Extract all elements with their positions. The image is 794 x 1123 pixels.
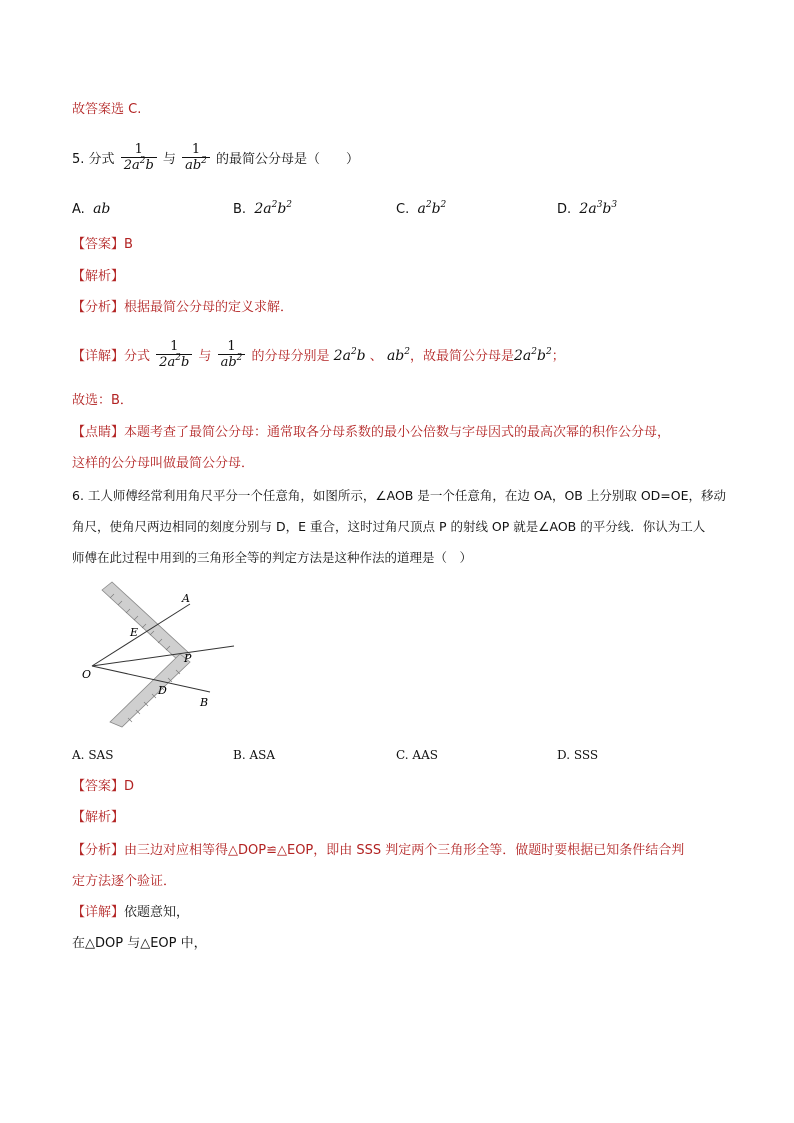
q5-xiangjie-tail: ，故最简公分母是 [409, 349, 514, 364]
q5-option-d-expr: $2a^3b^3$ [579, 200, 618, 217]
label-e: E [130, 626, 139, 639]
q5-xj-frac2-numerator: 1 [227, 339, 236, 354]
q5-fenxi-text: 根据最简公分母的定义求解． [124, 300, 294, 315]
q6-option-d-label: D. [557, 748, 571, 762]
q5-xiangjie-tag: 【详解】 [72, 349, 125, 364]
q5-dianjing-tag: 【点睛】 [72, 425, 125, 440]
label-b: B [200, 696, 209, 709]
q5-analysis-tag: 【解析】 [72, 269, 125, 284]
q5-xj-expr-3: $2a^2b^2$ [514, 347, 552, 364]
q5-option-b-label: B. [233, 202, 247, 217]
q5-xj-frac1-den-base: 2a [159, 355, 176, 370]
q5-xj-frac2-den-base: ab [220, 355, 237, 370]
label-p: P [184, 652, 192, 665]
q6-fenxi-text-1: 由三边对应相等得△DOP≌△EOP，即由 SSS 判定两个三角形全等．做题时要根据已知条件结合判 [124, 843, 685, 858]
q5-frac2-numerator: 1 [191, 142, 201, 157]
label-a: A [182, 592, 190, 605]
q6-option-a [72, 748, 113, 762]
q6-option-d-text: SSS [573, 748, 599, 762]
q5-option-c [396, 201, 446, 217]
q5-option-c-expr: $a^2b^2$ [417, 200, 447, 217]
q5-option-a-label: A. [72, 202, 85, 217]
q5-xj-frac2-denominator [218, 354, 246, 370]
q5-frac2-denominator [182, 157, 210, 173]
q5-xiangjie-fraction-1 [156, 339, 192, 370]
q5-xj-frac1-numerator: 1 [170, 339, 179, 354]
q6-option-b-text: ASA [249, 748, 276, 762]
q6-answer-line [72, 778, 134, 796]
q6-fenxi-line-2: 定方法逐个验证． [72, 874, 177, 889]
q6-fenxi-tag: 【分析】 [72, 843, 125, 858]
angle-bisector-figure [82, 582, 238, 727]
q5-xj-frac1-den-tail: b [180, 355, 190, 370]
q5-stem-suffix: 的最简公分母是（ ） [216, 152, 360, 167]
q6-option-c-label: C. [396, 748, 409, 762]
q5-xiangjie-line [72, 336, 565, 376]
q5-option-d-label: D. [557, 202, 572, 217]
q5-xj-frac2-den-exp: 2 [236, 353, 243, 363]
q5-xiangjie-prefix: 分式 [124, 349, 151, 364]
q5-frac1-den-base: 2a [123, 158, 140, 173]
q6-option-b [233, 748, 275, 762]
q6-fenxi-line-1 [72, 842, 684, 860]
q6-option-a-label: A. [72, 748, 85, 762]
q5-answer-tag: 【答案】 [72, 237, 125, 252]
label-o: O [82, 668, 92, 681]
q5-frac2-den-base: ab [185, 158, 202, 173]
q5-option-d [557, 201, 617, 217]
q6-xiangjie-text: 依题意知， [124, 905, 190, 920]
q5-frac1-numerator: 1 [134, 142, 143, 157]
q6-option-c-text: AAS [412, 748, 438, 762]
q5-dianjing-line-2: 这样的公分母叫做最简公分母． [72, 456, 255, 471]
q5-frac1-den-exp: 2 [139, 156, 146, 166]
q6-xiangjie-tag: 【详解】 [72, 905, 125, 920]
q5-xj-frac1-den-exp: 2 [175, 353, 181, 363]
q5-xiangjie-mid: 的分母分别是 [251, 349, 330, 364]
q5-answer-value: B [124, 237, 133, 252]
q5-dianjing-line-1 [72, 424, 670, 442]
q5-xj-expr-1: $2a^2b$ [333, 347, 366, 364]
q5-frac1-den-tail: b [145, 158, 154, 173]
ruler-upper [102, 582, 190, 662]
q6-stem-line-3: 师傅在此过程中用到的三角形全等的判定方法是这种作法的道理是（ ） [72, 550, 473, 565]
q6-stem-line-1: 6. 工人师傅经常利用角尺平分一个任意角，如图所示，∠AOB 是一个任意角，在边 OA，OB 上分别取 OD=OE，移动 [72, 488, 727, 503]
q5-option-b [233, 201, 292, 217]
q6-analysis-tag: 【解析】 [72, 810, 125, 825]
q5-guxuan: 故选：B． [72, 393, 133, 408]
q5-fenxi-line [72, 299, 293, 317]
q5-option-a [72, 201, 110, 217]
q5-option-b-expr: $2a^2b^2$ [254, 200, 293, 217]
q5-joiner: 与 [162, 152, 176, 167]
q5-xiangjie-fraction-2 [218, 339, 246, 370]
q5-frac1-denominator [121, 157, 157, 173]
q6-option-b-label: B. [233, 748, 246, 762]
q6-option-d [557, 748, 598, 762]
ruler-lower [110, 654, 190, 727]
q5-xj-frac1-denominator [156, 354, 192, 370]
q5-answer-line [72, 236, 133, 254]
q6-xiangjie-line [72, 904, 189, 922]
q6-option-c [396, 748, 438, 762]
q5-xiangjie-joiner: 与 [198, 349, 212, 364]
q5-option-c-label: C. [396, 202, 410, 217]
prev-answer-line: 故答案选 C. [72, 102, 142, 117]
q5-stem [72, 140, 359, 180]
q5-stem-prefix: 5. 分式 [72, 152, 115, 167]
q6-last-line: 在△DOP 与△EOP 中， [72, 936, 207, 951]
label-d: D [158, 684, 167, 697]
q6-stem-line-2: 角尺，使角尺两边相同的刻度分别与 D，E 重合，这时过角尺顶点 P 的射线 OP 就是∠AOB 的平分线．你认为工人 [72, 519, 706, 534]
q5-frac2-den-exp: 2 [201, 156, 207, 166]
q5-xiangjie-end: ； [551, 349, 565, 364]
ray-op [92, 646, 234, 666]
q5-xiangjie-sep: 、 [369, 349, 383, 364]
q5-dianjing-text-1: 本题考查了最简公分母：通常取各分母系数的最小公倍数与字母因式的最高次幂的积作公分母， [124, 425, 671, 440]
q6-answer-tag: 【答案】 [72, 779, 125, 794]
q5-xj-expr-2: $ab^2$ [386, 347, 410, 364]
q6-answer-value: D [124, 779, 135, 794]
q5-fraction-1 [121, 142, 157, 173]
q5-option-a-expr: ab [93, 201, 111, 217]
q6-option-a-text: SAS [88, 748, 114, 762]
q5-fenxi-tag: 【分析】 [72, 300, 125, 315]
q5-fraction-2 [182, 142, 210, 173]
